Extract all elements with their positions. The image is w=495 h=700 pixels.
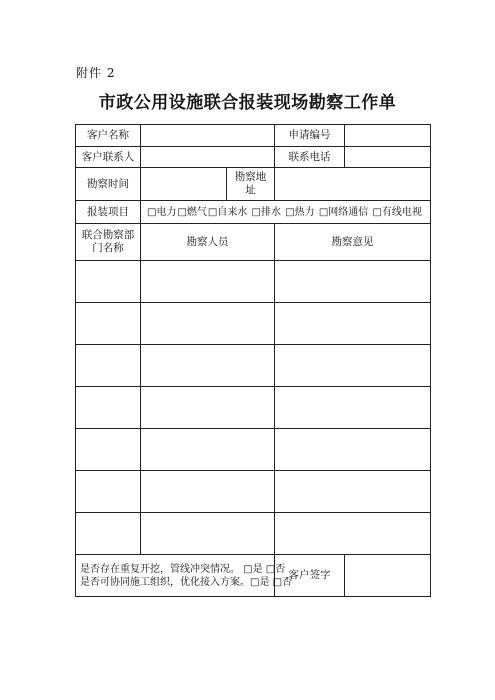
items-checkbox-group xyxy=(141,201,431,224)
application-no-label: 申请编号 xyxy=(275,125,345,147)
personnel-cell[interactable] xyxy=(141,345,275,387)
survey-address-label: 勘察地址 xyxy=(227,168,275,201)
table-row xyxy=(76,471,431,513)
form-title: 市政公用设施联合报装现场勘察工作单 xyxy=(98,93,397,113)
checkbox-heating[interactable]: □热力 xyxy=(285,206,315,218)
dept-cell[interactable] xyxy=(76,429,141,471)
survey-time-field[interactable] xyxy=(141,168,227,201)
dept-header: 联合勘察部门名称 xyxy=(76,224,141,261)
opinion-cell[interactable] xyxy=(275,387,431,429)
question-collaborative-construction[interactable]: 是否可协同施工组织，优化接入方案。□是 □否 xyxy=(80,576,293,588)
customer-name-field[interactable] xyxy=(141,125,275,147)
opinion-cell[interactable] xyxy=(275,429,431,471)
checkbox-network[interactable]: □网络通信 xyxy=(318,206,369,218)
table-row xyxy=(76,261,431,303)
dept-cell[interactable] xyxy=(76,387,141,429)
opinion-cell[interactable] xyxy=(275,303,431,345)
personnel-cell[interactable] xyxy=(141,261,275,303)
checkbox-drainage[interactable]: □排水 xyxy=(251,206,281,218)
customer-name-label: 客户名称 xyxy=(76,125,141,147)
items-label: 报装项目 xyxy=(76,201,141,224)
table-row xyxy=(76,429,431,471)
application-no-field[interactable] xyxy=(345,125,431,147)
personnel-cell[interactable] xyxy=(141,513,275,555)
survey-time-label: 勘察时间 xyxy=(76,168,141,201)
question-repeat-excavation[interactable]: 是否存在重复开挖，管线冲突情况。 □是 □否 xyxy=(80,563,286,575)
personnel-header: 勘察人员 xyxy=(141,224,275,261)
checkbox-cable-tv[interactable]: □有线电视 xyxy=(372,206,422,218)
dept-cell[interactable] xyxy=(76,261,141,303)
contact-label: 客户联系人 xyxy=(76,147,141,168)
survey-form-table xyxy=(75,124,431,597)
survey-address-field[interactable] xyxy=(275,168,431,201)
conflict-questions xyxy=(76,555,293,597)
checkbox-gas[interactable]: □燃气 xyxy=(177,206,207,218)
phone-label: 联系电话 xyxy=(275,147,345,168)
opinion-cell[interactable] xyxy=(275,345,431,387)
table-row xyxy=(76,345,431,387)
dept-cell[interactable] xyxy=(76,471,141,513)
opinion-cell[interactable] xyxy=(275,513,431,555)
checkbox-water[interactable]: □自来水 xyxy=(207,206,248,218)
signature-label: 客户签字 xyxy=(275,555,345,597)
table-row xyxy=(76,303,431,345)
personnel-cell[interactable] xyxy=(141,387,275,429)
personnel-cell[interactable] xyxy=(141,429,275,471)
attachment-label: 附件 2 xyxy=(76,66,116,80)
opinion-cell[interactable] xyxy=(275,261,431,303)
table-row xyxy=(76,513,431,555)
dept-cell[interactable] xyxy=(76,345,141,387)
personnel-cell[interactable] xyxy=(141,471,275,513)
contact-field[interactable] xyxy=(141,147,275,168)
table-row xyxy=(76,387,431,429)
dept-cell[interactable] xyxy=(76,303,141,345)
personnel-cell[interactable] xyxy=(141,303,275,345)
opinion-header: 勘察意见 xyxy=(275,224,431,261)
opinion-cell[interactable] xyxy=(275,471,431,513)
phone-field[interactable] xyxy=(345,147,431,168)
signature-field[interactable] xyxy=(345,555,431,597)
dept-cell[interactable] xyxy=(76,513,141,555)
checkbox-electric[interactable]: □电力 xyxy=(147,206,177,218)
